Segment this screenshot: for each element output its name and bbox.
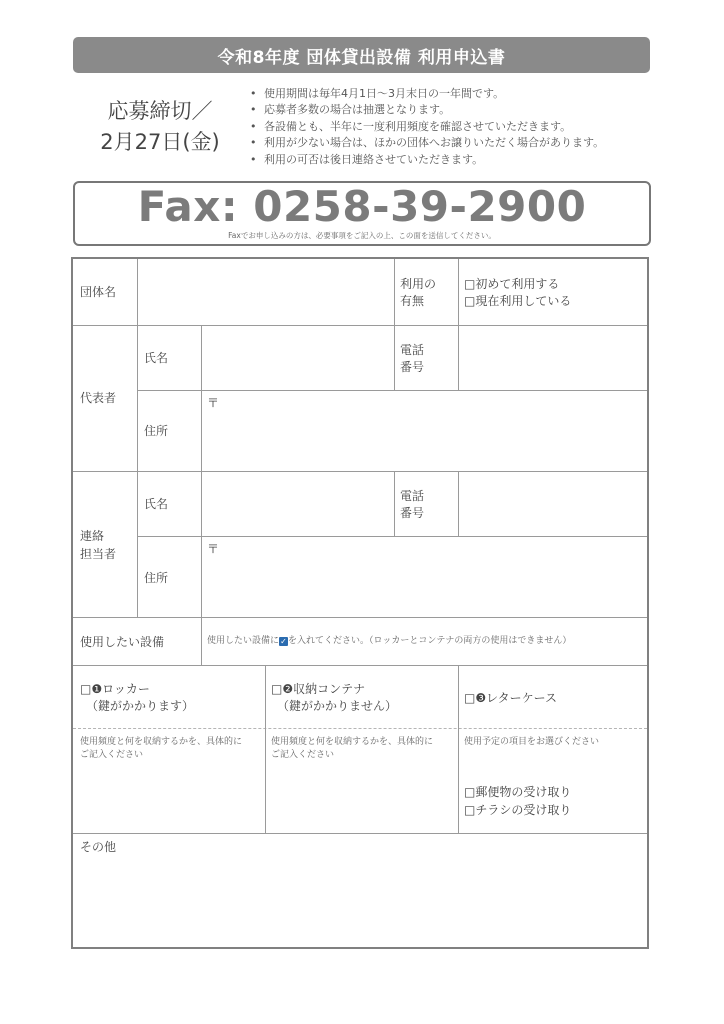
col-divider: [394, 259, 395, 325]
representative-label: 代表者: [80, 391, 117, 405]
contact-phone-label: 電話: [400, 489, 425, 503]
postal-mark: 〒: [207, 542, 220, 556]
note-item: [248, 152, 604, 168]
note-item: [248, 119, 604, 135]
note-item: [248, 86, 604, 102]
contact-address-field[interactable]: [202, 537, 647, 617]
locker-note: 使用頻度と何を収納するかを、具体的に: [80, 737, 243, 747]
col-divider: [394, 325, 395, 390]
equipment-label: 使用したい設備: [80, 635, 165, 649]
rep-name-label: 氏名: [144, 351, 169, 365]
col-divider: [458, 665, 459, 833]
locker-sub-label: （鍵がかかります）: [86, 699, 195, 713]
row-divider: [73, 617, 647, 618]
check-icon: ✓: [280, 637, 287, 646]
bullet-icon: •: [250, 87, 257, 100]
rep-phone-label: 番号: [400, 360, 425, 374]
col-divider: [394, 471, 395, 536]
fax-note: Faxでお申し込みの方は、必要事項をご記入の上、この面を送信してください。: [228, 231, 496, 240]
note-item: [248, 102, 604, 118]
note-text: 利用が少ない場合は、ほかの団体へお譲りいただく場合があります。: [264, 136, 605, 150]
rep-phone-label: 電話: [400, 343, 425, 357]
deadline-label: 応募締切／: [107, 99, 213, 123]
col-divider: [458, 259, 459, 325]
note-item: [248, 135, 604, 151]
notes-list: [248, 86, 604, 168]
instruction-text: 使用したい設備に: [207, 636, 280, 646]
row-divider: [73, 665, 647, 666]
row-divider: [73, 833, 647, 834]
flyer-receipt-checkbox[interactable]: □チラシの受け取り: [464, 803, 572, 817]
contact-address-label: 住所: [144, 571, 169, 585]
application-form: [71, 257, 649, 949]
note-text: 各設備とも、半年に一度利用頻度を確認させていただきます。: [264, 119, 572, 133]
rep-name-field[interactable]: [202, 326, 394, 390]
deadline-date: 2月27日(金): [100, 130, 220, 154]
mail-receipt-checkbox[interactable]: □郵便物の受け取り: [464, 785, 572, 799]
org-name-label: 団体名: [80, 285, 117, 299]
rep-address-field[interactable]: [202, 391, 647, 471]
container-sub-label: （鍵がかかりません）: [277, 699, 398, 713]
dashed-divider: [73, 728, 647, 729]
container-checkbox[interactable]: □❷収納コンテナ: [271, 682, 366, 696]
lettercase-note: 使用予定の項目をお選びください: [464, 737, 600, 747]
locker-checkbox[interactable]: □❶ロッカー: [80, 682, 150, 696]
usage-status-label: 利用の: [400, 277, 437, 291]
col-divider: [137, 325, 138, 617]
container-note: 使用頻度と何を収納するかを、具体的に: [271, 737, 434, 747]
note-text: 利用の可否は後日連絡させていただきます。: [264, 152, 484, 166]
fax-box: [73, 181, 651, 246]
container-details-field[interactable]: [266, 764, 458, 833]
locker-note: ご記入ください: [80, 750, 144, 760]
rep-address-label: 住所: [144, 424, 169, 438]
usage-first-time-checkbox[interactable]: □初めて利用する: [464, 277, 560, 291]
other-field[interactable]: [73, 857, 647, 947]
form-title-bar: [73, 37, 650, 73]
contact-name-label: 氏名: [144, 497, 169, 511]
fax-number: Fax: 0258-39-2900: [137, 182, 587, 231]
bullet-icon: •: [250, 136, 257, 150]
other-label: その他: [80, 840, 117, 854]
lettercase-checkbox[interactable]: □❸レターケース: [464, 691, 558, 705]
container-note: ご記入ください: [271, 750, 335, 760]
usage-status-label: 有無: [400, 294, 425, 308]
contact-phone-field[interactable]: [459, 472, 647, 536]
contact-label: 担当者: [80, 547, 117, 561]
contact-phone-label: 番号: [400, 506, 425, 520]
contact-name-field[interactable]: [202, 472, 394, 536]
bullet-icon: •: [250, 103, 257, 117]
note-text: 応募者多数の場合は抽選となります。: [264, 103, 451, 117]
bullet-icon: •: [250, 152, 257, 166]
instruction-text: を入れてください。（ロッカーとコンテナの両方の使用はできません）: [288, 636, 572, 646]
note-text: 使用期間は毎年4月1日～3月末日の一年間です。: [264, 87, 505, 100]
postal-mark: 〒: [207, 396, 220, 410]
usage-current-checkbox[interactable]: □現在利用している: [464, 294, 572, 308]
rep-phone-field[interactable]: [459, 326, 647, 390]
equipment-instruction: [207, 635, 571, 648]
bullet-icon: •: [250, 119, 257, 133]
deadline: [90, 96, 230, 158]
form-title: 令和8年度 団体貸出設備 利用申込書: [217, 47, 506, 68]
locker-details-field[interactable]: [73, 764, 265, 833]
org-name-field[interactable]: [138, 259, 394, 325]
contact-label: 連絡: [80, 529, 105, 543]
